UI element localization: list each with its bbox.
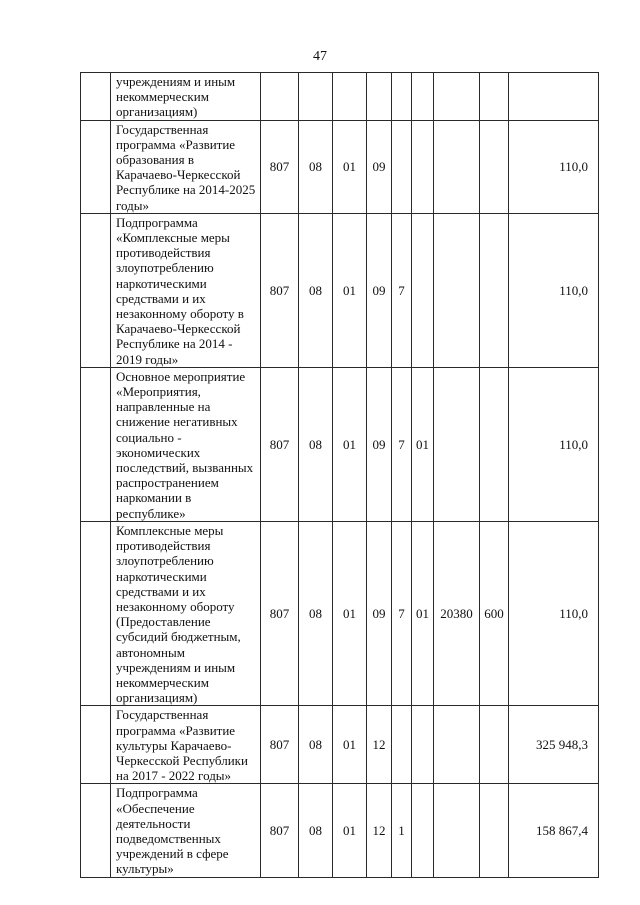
code-subprogram: 7 <box>392 213 412 367</box>
code-direction: 20380 <box>434 521 480 705</box>
code-rz: 08 <box>299 784 333 877</box>
code-rz <box>299 73 333 121</box>
code-direction <box>434 213 480 367</box>
code-pr: 01 <box>333 706 367 784</box>
code-event: 01 <box>412 367 434 521</box>
code-vr <box>480 213 509 367</box>
row-amount: 325 948,3 <box>509 706 599 784</box>
table-row <box>81 521 599 705</box>
code-program: 09 <box>367 213 392 367</box>
code-pr: 01 <box>333 367 367 521</box>
row-amount: 110,0 <box>509 120 599 213</box>
table-cell-blank <box>81 521 111 705</box>
code-direction <box>434 73 480 121</box>
row-amount: 158 867,4 <box>509 784 599 877</box>
code-vr <box>480 120 509 213</box>
code-program: 09 <box>367 521 392 705</box>
code-rz: 08 <box>299 706 333 784</box>
code-gr: 807 <box>261 521 299 705</box>
row-name: Подпрограмма «Комплексные меры противодействия злоупотреблению наркотическими средствами и их незаконному обороту в Карачаево-Черкесской Республике на 2014 - 2019 годы» <box>111 213 261 367</box>
code-gr: 807 <box>261 120 299 213</box>
code-subprogram: 7 <box>392 521 412 705</box>
code-gr: 807 <box>261 213 299 367</box>
table-row <box>81 73 599 121</box>
code-event <box>412 120 434 213</box>
code-subprogram <box>392 706 412 784</box>
table-row <box>81 120 599 213</box>
code-gr <box>261 73 299 121</box>
table-row <box>81 367 599 521</box>
code-program: 09 <box>367 120 392 213</box>
code-vr <box>480 706 509 784</box>
row-amount: 110,0 <box>509 213 599 367</box>
code-event <box>412 784 434 877</box>
row-amount <box>509 73 599 121</box>
table-cell-blank <box>81 784 111 877</box>
code-rz: 08 <box>299 367 333 521</box>
code-subprogram: 7 <box>392 367 412 521</box>
code-subprogram <box>392 73 412 121</box>
code-pr: 01 <box>333 120 367 213</box>
page-number: 47 <box>313 49 327 64</box>
code-vr <box>480 784 509 877</box>
row-amount: 110,0 <box>509 521 599 705</box>
table-cell-blank <box>81 367 111 521</box>
code-vr: 600 <box>480 521 509 705</box>
code-pr: 01 <box>333 213 367 367</box>
row-name: учреждениям и иным некоммерческим организациям) <box>111 73 261 121</box>
code-program: 12 <box>367 784 392 877</box>
code-subprogram: 1 <box>392 784 412 877</box>
table-row <box>81 213 599 367</box>
table-row <box>81 706 599 784</box>
code-program: 12 <box>367 706 392 784</box>
row-name: Комплексные меры противодействия злоупотреблению наркотическими средствами и их незаконному обороту (Предоставление субсидий бюджетным, автономным учреждениям и иным некоммерческим организациям) <box>111 521 261 705</box>
table-cell-blank <box>81 706 111 784</box>
code-program: 09 <box>367 367 392 521</box>
code-event <box>412 213 434 367</box>
code-rz: 08 <box>299 521 333 705</box>
code-program <box>367 73 392 121</box>
code-direction <box>434 784 480 877</box>
code-pr: 01 <box>333 784 367 877</box>
code-event: 01 <box>412 521 434 705</box>
table-cell-blank <box>81 213 111 367</box>
code-direction <box>434 706 480 784</box>
row-name: Государственная программа «Развитие образования в Карачаево-Черкесской Республике на 2014-2025 годы» <box>111 120 261 213</box>
code-gr: 807 <box>261 706 299 784</box>
code-rz: 08 <box>299 213 333 367</box>
code-vr <box>480 367 509 521</box>
code-pr <box>333 73 367 121</box>
code-rz: 08 <box>299 120 333 213</box>
table-cell-blank <box>81 73 111 121</box>
table-cell-blank <box>81 120 111 213</box>
code-direction <box>434 120 480 213</box>
code-event <box>412 73 434 121</box>
code-gr: 807 <box>261 784 299 877</box>
code-event <box>412 706 434 784</box>
table-row <box>81 784 599 877</box>
code-vr <box>480 73 509 121</box>
row-amount: 110,0 <box>509 367 599 521</box>
code-subprogram <box>392 120 412 213</box>
code-direction <box>434 367 480 521</box>
code-pr: 01 <box>333 521 367 705</box>
row-name: Подпрограмма «Обеспечение деятельности подведомственных учреждений в сфере культуры» <box>111 784 261 877</box>
budget-table <box>80 72 599 878</box>
row-name: Основное мероприятие «Мероприятия, направленные на снижение негативных социально - экономических последствий, вызванных распространением наркомании в республике» <box>111 367 261 521</box>
code-gr: 807 <box>261 367 299 521</box>
row-name: Государственная программа «Развитие культуры Карачаево-Черкесской Республики на 2017 - 2022 годы» <box>111 706 261 784</box>
